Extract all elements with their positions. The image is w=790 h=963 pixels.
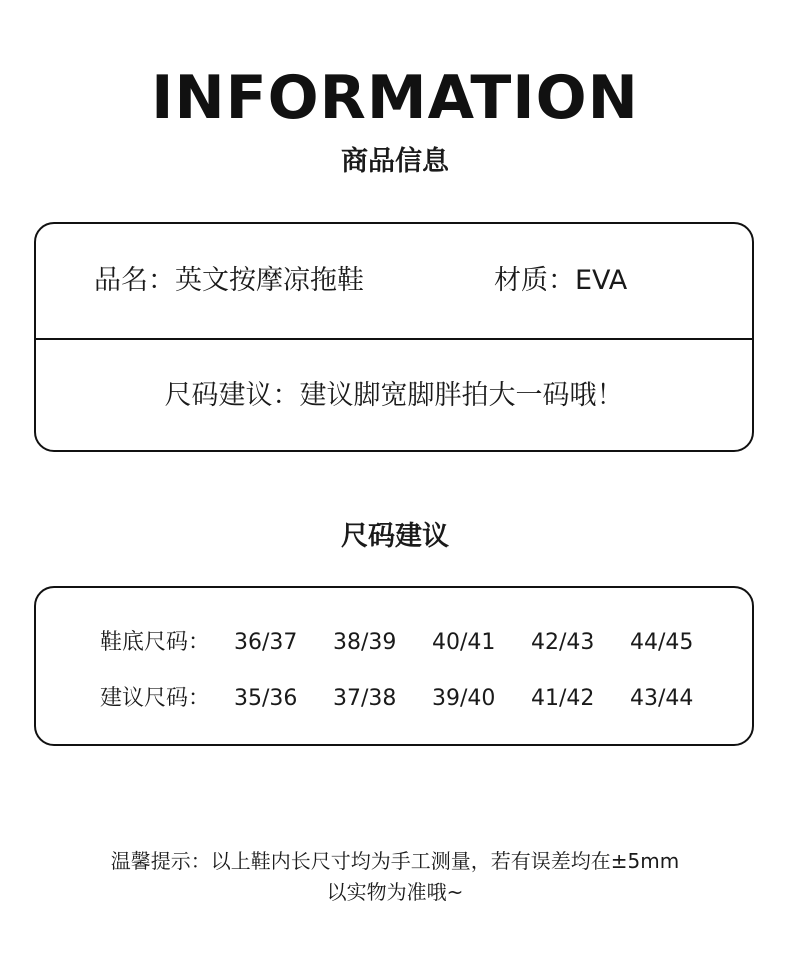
size-cell: 40/41 xyxy=(432,630,496,655)
size-cell: 37/38 xyxy=(333,686,397,711)
page-title: INFORMATION xyxy=(151,63,639,133)
size-table-card xyxy=(34,586,754,746)
card-divider xyxy=(36,338,752,340)
product-info-card xyxy=(34,222,754,452)
size-row-label: 建议尺码： xyxy=(100,686,211,711)
product-name: 品名：英文按摩凉拖鞋 xyxy=(94,265,364,296)
product-material: 材质：EVA xyxy=(494,265,628,296)
notice-line-2: 以实物为准哦~ xyxy=(326,880,464,904)
size-row-label: 鞋底尺码： xyxy=(100,630,211,655)
size-cell: 41/42 xyxy=(531,686,595,711)
size-cell: 44/45 xyxy=(630,630,694,655)
size-cell: 38/39 xyxy=(333,630,397,655)
size-cell: 36/37 xyxy=(234,630,298,655)
size-cell: 43/44 xyxy=(630,686,694,711)
notice-line-1: 温馨提示：以上鞋内长尺寸均为手工测量，若有误差均在±5mm xyxy=(110,849,680,873)
size-cell: 39/40 xyxy=(432,686,496,711)
size-cell: 35/36 xyxy=(234,686,298,711)
size-advice-text: 尺码建议：建议脚宽脚胖拍大一码哦！ xyxy=(164,380,624,411)
section-subtitle-product-info: 商品信息 xyxy=(341,146,449,177)
size-cell: 42/43 xyxy=(531,630,595,655)
section-subtitle-size: 尺码建议 xyxy=(341,521,449,552)
